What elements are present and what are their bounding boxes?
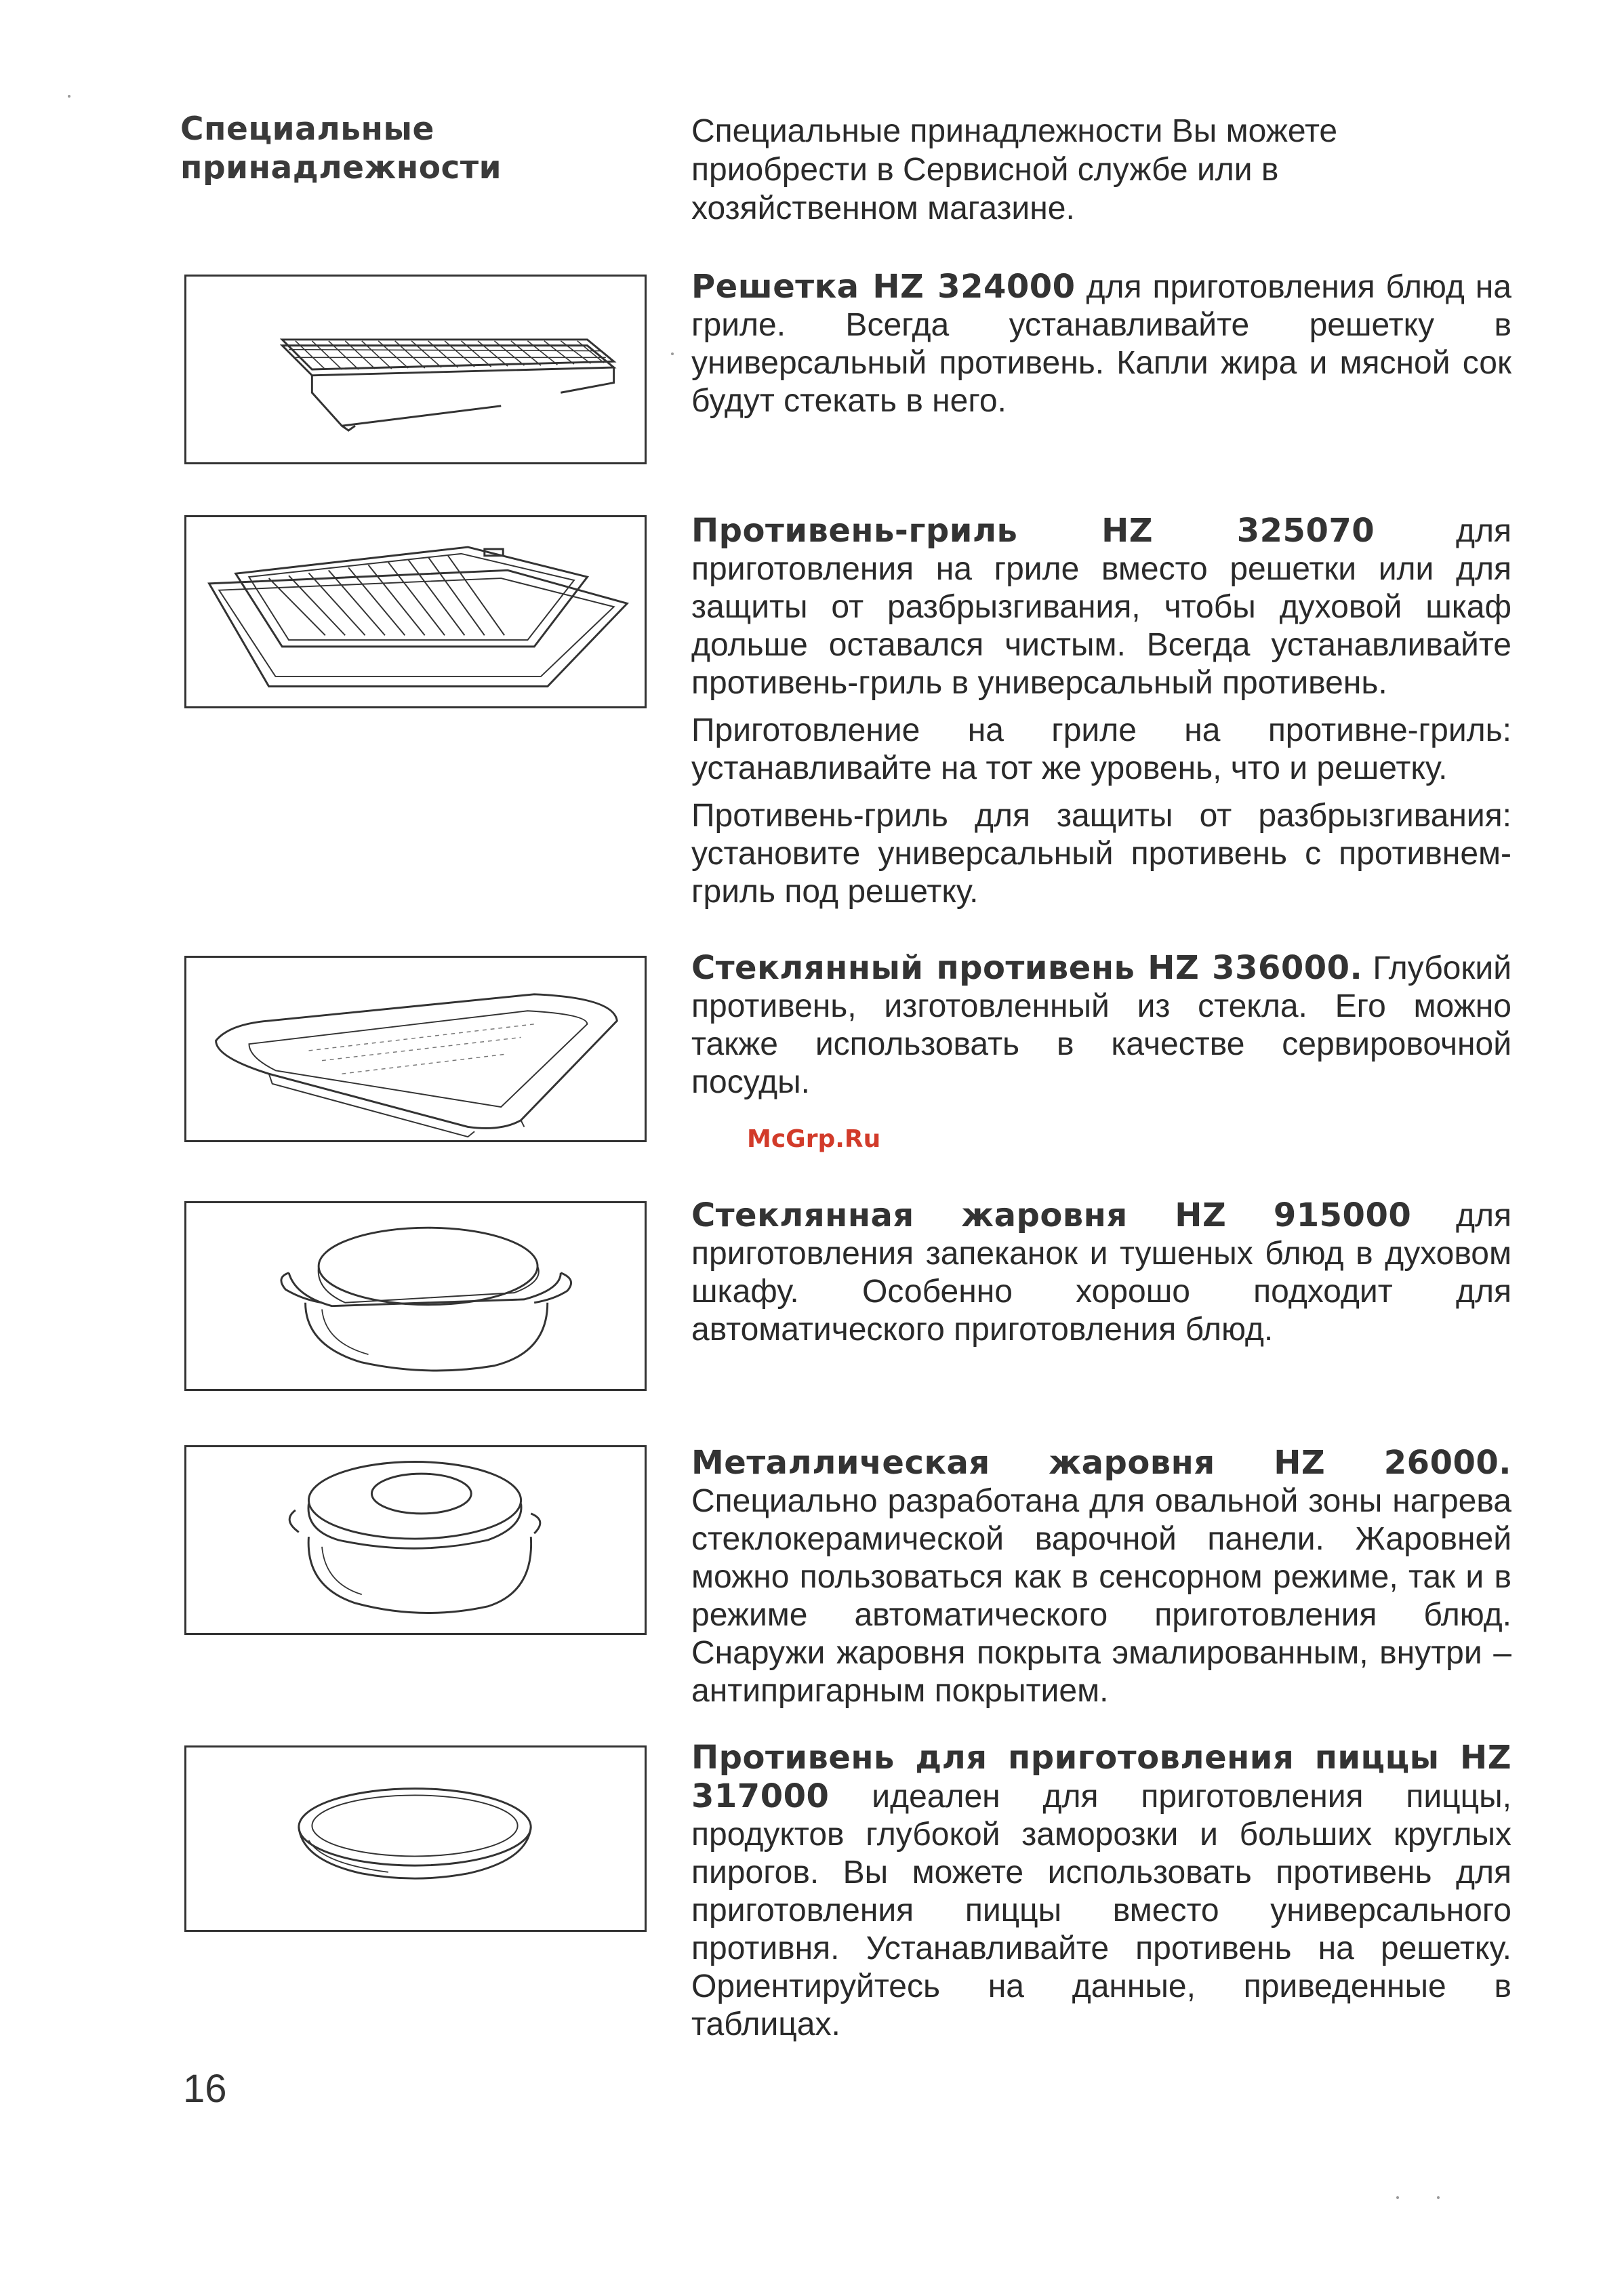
item-glass-roaster	[691, 1196, 1511, 1358]
metal-roaster-icon	[186, 1447, 645, 1633]
item-name: Противень-гриль HZ 325070	[691, 512, 1375, 550]
scan-speck	[68, 95, 70, 98]
figure-grill-tray	[184, 515, 647, 708]
scan-speck	[671, 352, 674, 355]
item-description: для приготовления запеканок и тушеных блюд в духовом шкафу. Особенно хорошо подходит для автоматического приготовления блюд.	[691, 1198, 1511, 1348]
figure-metal-roaster	[184, 1445, 647, 1635]
item-paragraph: Приготовление на гриле на противне-гриль: устанавливайте на тот же уровень, что и решетку.	[691, 712, 1511, 786]
item-metal-roaster	[691, 1444, 1511, 1720]
page-number: 16	[183, 2067, 227, 2111]
figure-wire-rack	[184, 275, 647, 464]
item-description: Специально разработана для овальной зоны нагрева стеклокерамической варочной панели. Жаровней можно пользоваться как в сенсорном режиме, так и в режиме автоматического приготовления блюд. Снаружи жаровня покрыта эмалированным, внутри – антипригарным покрытием.	[691, 1483, 1511, 1709]
glass-roaster-icon	[186, 1203, 645, 1389]
item-pizza-pan	[691, 1739, 1511, 2053]
pizza-pan-icon	[186, 1747, 645, 1930]
item-wire-rack	[691, 268, 1511, 430]
section-title	[180, 110, 533, 187]
wire-rack-icon	[186, 277, 645, 462]
item-name: Стеклянный противень HZ 336000.	[691, 949, 1363, 987]
item-name: Противень для приготовления пиццы HZ 317000	[691, 1739, 1511, 1815]
section-title-line-2: принадлежности	[180, 149, 502, 186]
item-description: для приготовления на гриле вместо решетки или для защиты от разбрызгивания, чтобы духовой шкаф дольше оставался чистым. Всегда устанавливайте противень-гриль в универсальный противень.	[691, 513, 1511, 701]
item-grill-tray	[691, 512, 1511, 921]
glass-tray-icon	[186, 958, 645, 1140]
item-name: Металлическая жаровня HZ 26000.	[691, 1444, 1511, 1482]
scan-speck	[1437, 2196, 1440, 2199]
scan-speck	[1396, 2196, 1399, 2199]
item-description: Глубокий противень, изготовленный из стекла. Его можно также использовать в качестве сервировочной посуды.	[691, 950, 1511, 1100]
item-paragraph: Противень-гриль для защиты от разбрызгивания: установите универсальный противень с противнем-гриль под решетку.	[691, 798, 1511, 910]
item-glass-tray	[691, 949, 1511, 1111]
figure-pizza-pan	[184, 1745, 647, 1932]
item-description: идеален для приготовления пиццы, продуктов глубокой заморозки и больших круглых пирогов. Вы можете использовать противень для приготовления пиццы вместо универсального противня. Устанавливайте противень на решетку. Ориентируйтесь на данные, приведенные в таблицах.	[691, 1779, 1511, 2042]
section-title-line-1: Специальные	[180, 110, 434, 148]
item-name: Стеклянная жаровня HZ 915000	[691, 1196, 1412, 1234]
grill-tray-icon	[186, 517, 645, 706]
figure-glass-roaster	[184, 1201, 647, 1391]
watermark-link[interactable]: McGrp.Ru	[747, 1125, 881, 1153]
figure-glass-tray	[184, 956, 647, 1142]
item-description: для приготовления блюд на гриле. Всегда устанавливайте решетку в универсальный противень. Капли жира и мясной сок будут стекать в него.	[691, 269, 1511, 419]
item-name: Решетка HZ 324000	[691, 268, 1076, 306]
intro-text: Специальные принадлежности Вы можете приобрести в Сервисной службе или в хозяйственном магазине.	[691, 113, 1338, 226]
